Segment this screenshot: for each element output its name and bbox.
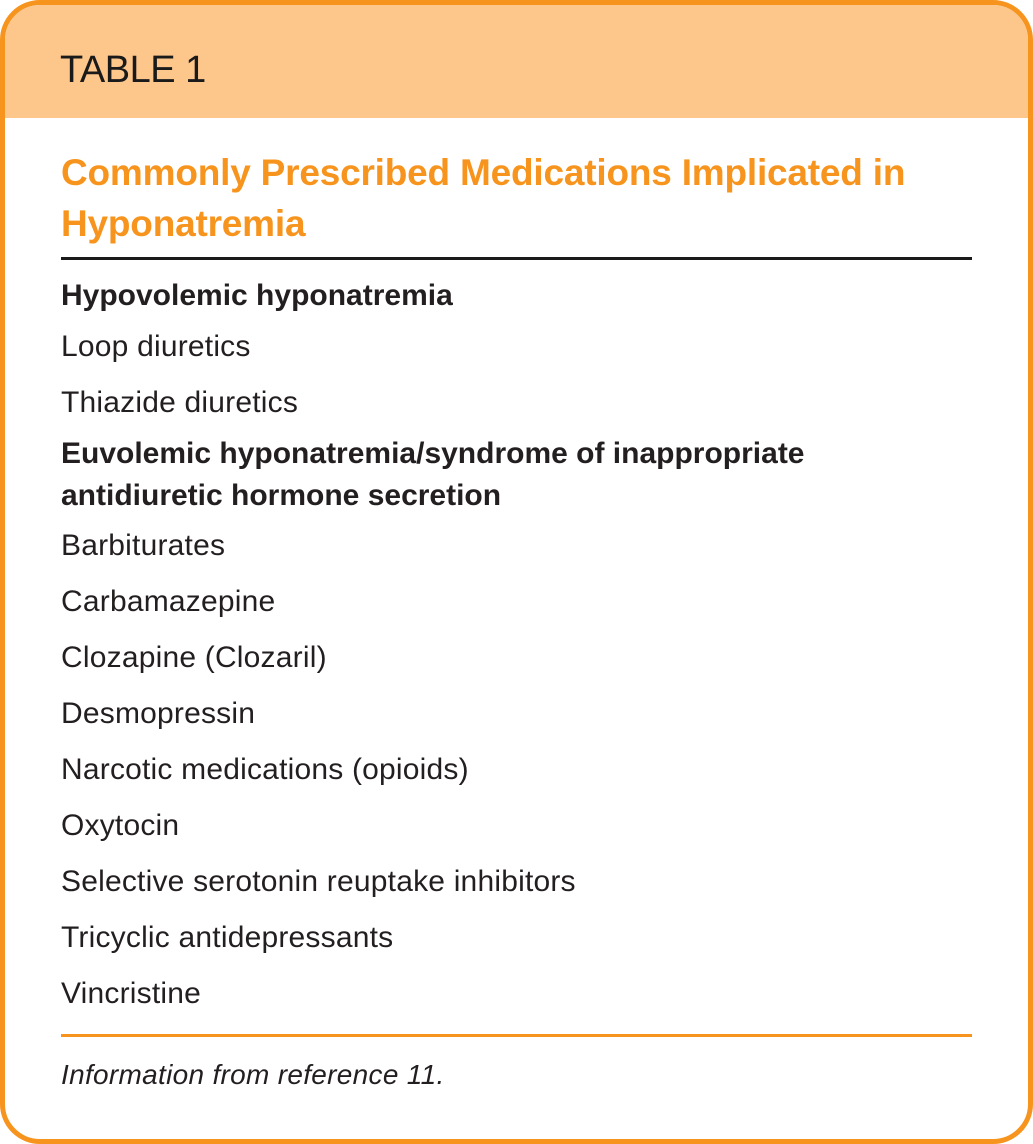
footnote-divider: [61, 1034, 972, 1037]
list-item: Desmopressin: [61, 697, 256, 730]
list-item: Loop diuretics: [61, 330, 251, 363]
section-heading-euvolemic: Euvolemic hyponatremia/syndrome of inappropriate antidiuretic hormone secretion: [61, 437, 805, 512]
list-item: Tricyclic antidepressants: [61, 921, 394, 954]
list-item: Thiazide diuretics: [61, 386, 299, 419]
title-divider: [61, 257, 972, 260]
list-item: Narcotic medications (opioids): [61, 753, 469, 786]
table-label: TABLE 1: [60, 49, 206, 91]
list-item: Clozapine (Clozaril): [61, 641, 327, 674]
header-band: [5, 5, 1028, 118]
list-item: Selective serotonin reuptake inhibitors: [61, 865, 576, 898]
medication-list: [61, 275, 972, 1029]
list-item: Oxytocin: [61, 809, 180, 842]
list-item: Barbiturates: [61, 529, 226, 562]
list-item: Carbamazepine: [61, 585, 276, 618]
table-title: Commonly Prescribed Medications Implicated in Hyponatremia: [61, 152, 906, 244]
section-heading-hypovolemic: Hypovolemic hyponatremia: [61, 279, 453, 312]
footnote: Information from reference 11.: [61, 1059, 445, 1090]
list-item: Vincristine: [61, 977, 202, 1010]
